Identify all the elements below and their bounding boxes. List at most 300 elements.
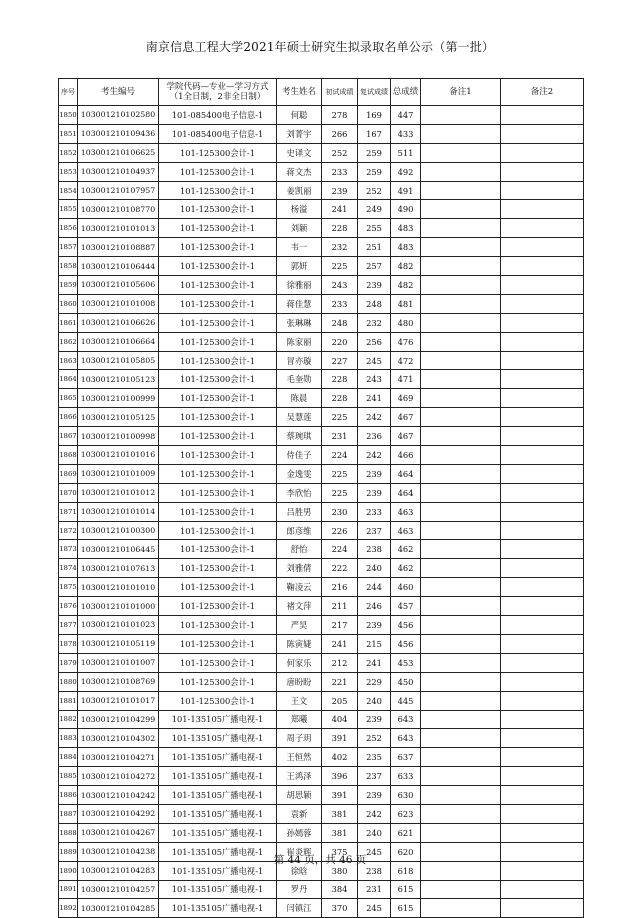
table-row — [59, 200, 584, 219]
row-name: 徐雅丽 — [277, 276, 322, 295]
row-first-score: 375 — [322, 842, 358, 861]
row-note2 — [501, 578, 584, 597]
row-name: 王鸿泽 — [277, 767, 322, 786]
row-candidate-id: 103001210104272 — [78, 767, 159, 786]
row-note2 — [501, 370, 584, 389]
row-retest-score: 241 — [358, 389, 391, 408]
row-major: 101-125300会计-1 — [159, 276, 277, 295]
table-row — [59, 899, 584, 918]
row-note2 — [501, 634, 584, 653]
table-row — [59, 370, 584, 389]
row-candidate-id: 103001210104283 — [78, 861, 159, 880]
row-note2 — [501, 540, 584, 559]
row-note2 — [501, 710, 584, 729]
row-first-score: 225 — [322, 483, 358, 502]
row-seq: 1856 — [59, 219, 78, 238]
row-retest-score: 255 — [358, 219, 391, 238]
table-row — [59, 219, 584, 238]
row-note1 — [421, 597, 501, 616]
row-total-score: 462 — [391, 540, 421, 559]
row-note1 — [421, 578, 501, 597]
row-first-score: 241 — [322, 200, 358, 219]
header-total-score: 总成绩 — [391, 79, 421, 106]
row-first-score: 222 — [322, 559, 358, 578]
row-first-score: 228 — [322, 370, 358, 389]
row-note1 — [421, 143, 501, 162]
row-note2 — [501, 389, 584, 408]
row-total-score: 463 — [391, 521, 421, 540]
table-row — [59, 691, 584, 710]
row-candidate-id: 103001210101023 — [78, 616, 159, 635]
row-major: 101-125300会计-1 — [159, 257, 277, 276]
table-row — [59, 521, 584, 540]
header-candidate-id: 考生编号 — [78, 79, 159, 106]
row-retest-score: 239 — [358, 710, 391, 729]
row-first-score: 404 — [322, 710, 358, 729]
row-total-score: 482 — [391, 276, 421, 295]
row-note1 — [421, 257, 501, 276]
row-retest-score: 257 — [358, 257, 391, 276]
row-retest-score: 239 — [358, 786, 391, 805]
row-retest-score: 231 — [358, 880, 391, 899]
row-candidate-id: 103001210101010 — [78, 578, 159, 597]
row-name: 李欣怡 — [277, 483, 322, 502]
row-note1 — [421, 276, 501, 295]
row-note2 — [501, 181, 584, 200]
row-note2 — [501, 124, 584, 143]
row-name: 徐晗 — [277, 861, 322, 880]
row-note2 — [501, 464, 584, 483]
row-note1 — [421, 238, 501, 257]
header-major-line1: 学院代码—专业—学习方式 — [166, 82, 269, 92]
row-total-score: 445 — [391, 691, 421, 710]
row-candidate-id: 103001210101007 — [78, 653, 159, 672]
row-note1 — [421, 634, 501, 653]
header-retest-score: 复试成绩 — [358, 79, 391, 106]
row-retest-score: 242 — [358, 408, 391, 427]
row-first-score: 212 — [322, 653, 358, 672]
row-candidate-id: 103001210101000 — [78, 597, 159, 616]
row-note1 — [421, 616, 501, 635]
row-first-score: 252 — [322, 143, 358, 162]
row-first-score: 232 — [322, 238, 358, 257]
row-first-score: 227 — [322, 351, 358, 370]
row-major: 101-135105广播电视-1 — [159, 823, 277, 842]
row-first-score: 217 — [322, 616, 358, 635]
row-major: 101-125300会计-1 — [159, 162, 277, 181]
table-row — [59, 389, 584, 408]
table-row — [59, 634, 584, 653]
row-note2 — [501, 899, 584, 918]
row-note1 — [421, 786, 501, 805]
row-total-score: 511 — [391, 143, 421, 162]
row-seq: 1886 — [59, 786, 78, 805]
row-name: 金逸雯 — [277, 464, 322, 483]
row-total-score: 623 — [391, 804, 421, 823]
row-retest-score: 239 — [358, 483, 391, 502]
table-row — [59, 540, 584, 559]
row-note2 — [501, 559, 584, 578]
row-candidate-id: 103001210100999 — [78, 389, 159, 408]
row-candidate-id: 103001210101012 — [78, 483, 159, 502]
row-first-score: 381 — [322, 804, 358, 823]
row-total-score: 469 — [391, 389, 421, 408]
row-note1 — [421, 124, 501, 143]
row-seq: 1870 — [59, 483, 78, 502]
row-retest-score: 236 — [358, 427, 391, 446]
row-name: 舒怡 — [277, 540, 322, 559]
row-note1 — [421, 370, 501, 389]
row-first-score: 239 — [322, 181, 358, 200]
row-major: 101-125300会计-1 — [159, 653, 277, 672]
row-note2 — [501, 143, 584, 162]
row-retest-score: 237 — [358, 521, 391, 540]
row-seq: 1864 — [59, 370, 78, 389]
row-major: 101-135105广播电视-1 — [159, 880, 277, 899]
row-major: 101-135105广播电视-1 — [159, 804, 277, 823]
row-total-score: 615 — [391, 880, 421, 899]
row-major: 101-125300会计-1 — [159, 427, 277, 446]
row-major: 101-125300会计-1 — [159, 634, 277, 653]
row-name: 吴慧莲 — [277, 408, 322, 427]
page-footer: 第 44 页，共 46 页 — [273, 854, 367, 866]
row-candidate-id: 103001210106664 — [78, 332, 159, 351]
row-candidate-id: 103001210104299 — [78, 710, 159, 729]
row-major: 101-125300会计-1 — [159, 578, 277, 597]
row-note1 — [421, 710, 501, 729]
row-major: 101-125300会计-1 — [159, 219, 277, 238]
row-major: 101-125300会计-1 — [159, 313, 277, 332]
row-seq: 1850 — [59, 106, 78, 125]
row-total-score: 615 — [391, 899, 421, 918]
table-row — [59, 710, 584, 729]
table-row — [59, 578, 584, 597]
row-name: 周子玥 — [277, 729, 322, 748]
row-retest-score: 251 — [358, 238, 391, 257]
row-major: 101-135105广播电视-1 — [159, 710, 277, 729]
row-total-score: 466 — [391, 446, 421, 465]
row-note2 — [501, 427, 584, 446]
row-seq: 1858 — [59, 257, 78, 276]
row-name: 郎彦维 — [277, 521, 322, 540]
row-note2 — [501, 200, 584, 219]
row-note1 — [421, 200, 501, 219]
row-seq: 1883 — [59, 729, 78, 748]
row-major: 101-125300会计-1 — [159, 616, 277, 635]
row-seq: 1881 — [59, 691, 78, 710]
row-first-score: 221 — [322, 672, 358, 691]
row-note2 — [501, 408, 584, 427]
row-note1 — [421, 559, 501, 578]
row-candidate-id: 103001210102580 — [78, 106, 159, 125]
table-row — [59, 502, 584, 521]
table-row — [59, 446, 584, 465]
row-major: 101-125300会计-1 — [159, 502, 277, 521]
row-retest-score: 245 — [358, 842, 391, 861]
row-retest-score: 241 — [358, 653, 391, 672]
row-first-score: 370 — [322, 899, 358, 918]
row-note2 — [501, 786, 584, 805]
row-note1 — [421, 181, 501, 200]
row-candidate-id: 103001210104242 — [78, 786, 159, 805]
row-total-score: 491 — [391, 181, 421, 200]
row-note1 — [421, 767, 501, 786]
row-first-score: 233 — [322, 294, 358, 313]
row-candidate-id: 103001210100998 — [78, 427, 159, 446]
row-name: 褚文萍 — [277, 597, 322, 616]
row-total-score: 480 — [391, 313, 421, 332]
row-note1 — [421, 389, 501, 408]
row-note2 — [501, 162, 584, 181]
row-total-score: 463 — [391, 502, 421, 521]
row-seq: 1891 — [59, 880, 78, 899]
row-first-score: 226 — [322, 521, 358, 540]
row-major: 101-135105广播电视-1 — [159, 899, 277, 918]
row-seq: 1860 — [59, 294, 78, 313]
row-candidate-id: 103001210105125 — [78, 408, 159, 427]
row-major: 101-125300会计-1 — [159, 181, 277, 200]
row-candidate-id: 103001210104302 — [78, 729, 159, 748]
row-retest-score: 245 — [358, 899, 391, 918]
row-candidate-id: 103001210108887 — [78, 238, 159, 257]
row-note2 — [501, 653, 584, 672]
row-name: 侍佳子 — [277, 446, 322, 465]
row-total-score: 450 — [391, 672, 421, 691]
row-total-score: 643 — [391, 710, 421, 729]
table-row — [59, 276, 584, 295]
table-row — [59, 162, 584, 181]
row-major: 101-125300会计-1 — [159, 389, 277, 408]
row-note1 — [421, 162, 501, 181]
row-name: 罗丹 — [277, 880, 322, 899]
row-seq: 1853 — [59, 162, 78, 181]
row-first-score: 266 — [322, 124, 358, 143]
table-row — [59, 408, 584, 427]
row-seq: 1874 — [59, 559, 78, 578]
row-name: 吕胜男 — [277, 502, 322, 521]
row-first-score: 380 — [322, 861, 358, 880]
row-seq: 1878 — [59, 634, 78, 653]
row-major: 101-125300会计-1 — [159, 143, 277, 162]
row-note1 — [421, 729, 501, 748]
row-name: 蔡琬琪 — [277, 427, 322, 446]
row-note1 — [421, 521, 501, 540]
table-row — [59, 767, 584, 786]
row-first-score: 211 — [322, 597, 358, 616]
row-name: 姜凯丽 — [277, 181, 322, 200]
row-major: 101-085400电子信息-1 — [159, 106, 277, 125]
row-note2 — [501, 616, 584, 635]
row-seq: 1888 — [59, 823, 78, 842]
table-row — [59, 804, 584, 823]
row-retest-score: 259 — [358, 162, 391, 181]
row-note1 — [421, 446, 501, 465]
row-first-score: 225 — [322, 408, 358, 427]
table-row — [59, 313, 584, 332]
row-total-score: 462 — [391, 559, 421, 578]
row-seq: 1852 — [59, 143, 78, 162]
row-candidate-id: 103001210104271 — [78, 748, 159, 767]
row-seq: 1889 — [59, 842, 78, 861]
row-candidate-id: 103001210109436 — [78, 124, 159, 143]
row-candidate-id: 103001210105123 — [78, 370, 159, 389]
row-first-score: 216 — [322, 578, 358, 597]
row-seq: 1887 — [59, 804, 78, 823]
row-note1 — [421, 880, 501, 899]
row-name: 史译文 — [277, 143, 322, 162]
row-retest-score: 259 — [358, 143, 391, 162]
row-seq: 1884 — [59, 748, 78, 767]
row-candidate-id: 103001210104937 — [78, 162, 159, 181]
row-major: 101-135105广播电视-1 — [159, 786, 277, 805]
row-name: 陈晨 — [277, 389, 322, 408]
row-seq: 1855 — [59, 200, 78, 219]
row-name: 唐盼盼 — [277, 672, 322, 691]
row-retest-score: 167 — [358, 124, 391, 143]
row-name: 郭妍 — [277, 257, 322, 276]
row-name: 毛奎勋 — [277, 370, 322, 389]
row-candidate-id: 103001210108769 — [78, 672, 159, 691]
row-candidate-id: 103001210104285 — [78, 899, 159, 918]
row-retest-score: 239 — [358, 276, 391, 295]
row-name: 孙嫣蓉 — [277, 823, 322, 842]
row-note2 — [501, 238, 584, 257]
table-row — [59, 597, 584, 616]
row-candidate-id: 103001210104267 — [78, 823, 159, 842]
table-row — [59, 653, 584, 672]
page-title: 南京信息工程大学2021年硕士研究生拟录取名单公示（第一批） — [145, 40, 495, 54]
row-major: 101-125300会计-1 — [159, 351, 277, 370]
admission-table — [58, 78, 584, 918]
header-note1: 备注1 — [421, 79, 501, 106]
row-candidate-id: 103001210101008 — [78, 294, 159, 313]
row-total-score: 633 — [391, 767, 421, 786]
row-note2 — [501, 880, 584, 899]
row-seq: 1861 — [59, 313, 78, 332]
row-note2 — [501, 823, 584, 842]
row-seq: 1876 — [59, 597, 78, 616]
row-total-score: 637 — [391, 748, 421, 767]
row-note2 — [501, 483, 584, 502]
row-name: 崔炎辉 — [277, 842, 322, 861]
row-retest-score: 249 — [358, 200, 391, 219]
row-first-score: 391 — [322, 729, 358, 748]
row-retest-score: 215 — [358, 634, 391, 653]
row-name: 杨溢 — [277, 200, 322, 219]
row-seq: 1865 — [59, 389, 78, 408]
row-major: 101-125300会计-1 — [159, 294, 277, 313]
row-major: 101-135105广播电视-1 — [159, 767, 277, 786]
row-note1 — [421, 427, 501, 446]
row-first-score: 402 — [322, 748, 358, 767]
row-major: 101-125300会计-1 — [159, 332, 277, 351]
row-major: 101-125300会计-1 — [159, 483, 277, 502]
row-name: 蒋佳慧 — [277, 294, 322, 313]
row-first-score: 230 — [322, 502, 358, 521]
row-first-score: 381 — [322, 823, 358, 842]
row-major: 101-125300会计-1 — [159, 238, 277, 257]
row-note1 — [421, 823, 501, 842]
row-major: 101-125300会计-1 — [159, 559, 277, 578]
row-total-score: 643 — [391, 729, 421, 748]
row-major: 101-125300会计-1 — [159, 408, 277, 427]
row-candidate-id: 103001210106626 — [78, 313, 159, 332]
row-name: 何家乐 — [277, 653, 322, 672]
row-note1 — [421, 408, 501, 427]
row-note2 — [501, 502, 584, 521]
row-retest-score: 242 — [358, 804, 391, 823]
row-candidate-id: 103001210105119 — [78, 634, 159, 653]
row-name: 王恒然 — [277, 748, 322, 767]
row-first-score: 248 — [322, 313, 358, 332]
row-total-score: 483 — [391, 219, 421, 238]
row-total-score: 476 — [391, 332, 421, 351]
table-row — [59, 106, 584, 125]
row-retest-score: 235 — [358, 748, 391, 767]
header-major — [159, 79, 277, 106]
row-note1 — [421, 313, 501, 332]
row-seq: 1873 — [59, 540, 78, 559]
row-total-score: 471 — [391, 370, 421, 389]
header-major-line2: （1全日制，2非全日制） — [169, 92, 266, 102]
row-major: 101-125300会计-1 — [159, 446, 277, 465]
row-name: 刘雅倩 — [277, 559, 322, 578]
table-row — [59, 238, 584, 257]
row-first-score: 231 — [322, 427, 358, 446]
row-retest-score: 248 — [358, 294, 391, 313]
header-note2: 备注2 — [501, 79, 584, 106]
row-retest-score: 256 — [358, 332, 391, 351]
row-note2 — [501, 276, 584, 295]
row-total-score: 464 — [391, 464, 421, 483]
row-first-score: 224 — [322, 540, 358, 559]
row-note2 — [501, 351, 584, 370]
row-candidate-id: 103001210101013 — [78, 219, 159, 238]
row-note1 — [421, 106, 501, 125]
row-major: 101-125300会计-1 — [159, 370, 277, 389]
row-seq: 1868 — [59, 446, 78, 465]
row-seq: 1862 — [59, 332, 78, 351]
row-total-score: 483 — [391, 238, 421, 257]
row-major: 101-125300会计-1 — [159, 672, 277, 691]
row-seq: 1875 — [59, 578, 78, 597]
row-note1 — [421, 483, 501, 502]
row-candidate-id: 103001210100300 — [78, 521, 159, 540]
row-major: 101-135105广播电视-1 — [159, 748, 277, 767]
header-first-score: 初试成绩 — [322, 79, 358, 106]
row-note2 — [501, 729, 584, 748]
table-row — [59, 483, 584, 502]
row-retest-score: 240 — [358, 691, 391, 710]
row-name: 鞠凌云 — [277, 578, 322, 597]
row-first-score: 220 — [322, 332, 358, 351]
row-note1 — [421, 294, 501, 313]
row-note2 — [501, 106, 584, 125]
row-first-score: 224 — [322, 446, 358, 465]
row-note1 — [421, 899, 501, 918]
table-row — [59, 294, 584, 313]
row-name: 刘颖 — [277, 219, 322, 238]
table-row — [59, 351, 584, 370]
row-note2 — [501, 219, 584, 238]
row-candidate-id: 103001210101017 — [78, 691, 159, 710]
row-first-score: 391 — [322, 786, 358, 805]
row-note1 — [421, 502, 501, 521]
row-retest-score: 232 — [358, 313, 391, 332]
table-row — [59, 616, 584, 635]
row-seq: 1882 — [59, 710, 78, 729]
row-seq: 1851 — [59, 124, 78, 143]
